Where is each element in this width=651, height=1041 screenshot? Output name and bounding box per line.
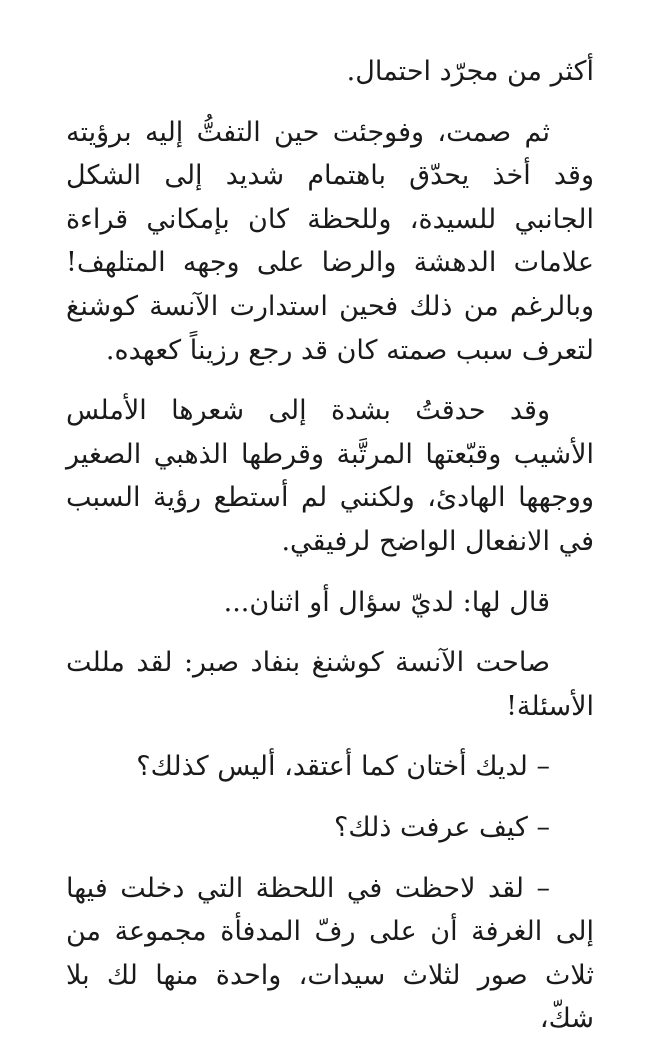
dialog-line-3: – لقد لاحظت في اللحظة التي دخلت فيها إلى الغرفة أن على رفّ المدفأة مجموعة من ثلاث صور لثلاث سيدات، واحدة منها لك بلا شكّ، bbox=[66, 872, 594, 1035]
paragraph-1: أكثر من مجرّد احتمال. bbox=[346, 56, 594, 87]
paragraph-3: وقد حدقتُ بشدة إلى شعرها الأملس الأشيب وقبّعتها المرتَّبة وقرطها الذهبي الصغير ووجهها الهادئ، ولكنني لم أستطع رؤية السبب في الانفعال الواضح لرفيقي. bbox=[66, 395, 594, 557]
dialog-line-1: – لديك أختان كما أعتقد، أليس كذلك؟ bbox=[136, 751, 550, 783]
paragraph-2: ثم صمت، وفوجئت حين التفتُّ إليه برؤيته وقد أخذ يحدّق باهتمام شديد إلى الشكل الجانبي للسيدة، وللحظة كان بإمكاني قراءة علامات الدهشة والرضا على وجهه المتلهف! وبالرغم من ذلك فحين استدارت الآنسة كوشنغ لتعرف سبب صمته كان قد رجع رزيناً كعهده. bbox=[66, 116, 594, 366]
paragraph-5: صاحت الآنسة كوشنغ بنفاد صبر: لقد مللت الأسئلة! bbox=[66, 647, 594, 722]
dialog-line-2: – كيف عرفت ذلك؟ bbox=[334, 811, 550, 843]
paragraph-4: قال لها: لديّ سؤال أو اثنان... bbox=[223, 586, 550, 618]
